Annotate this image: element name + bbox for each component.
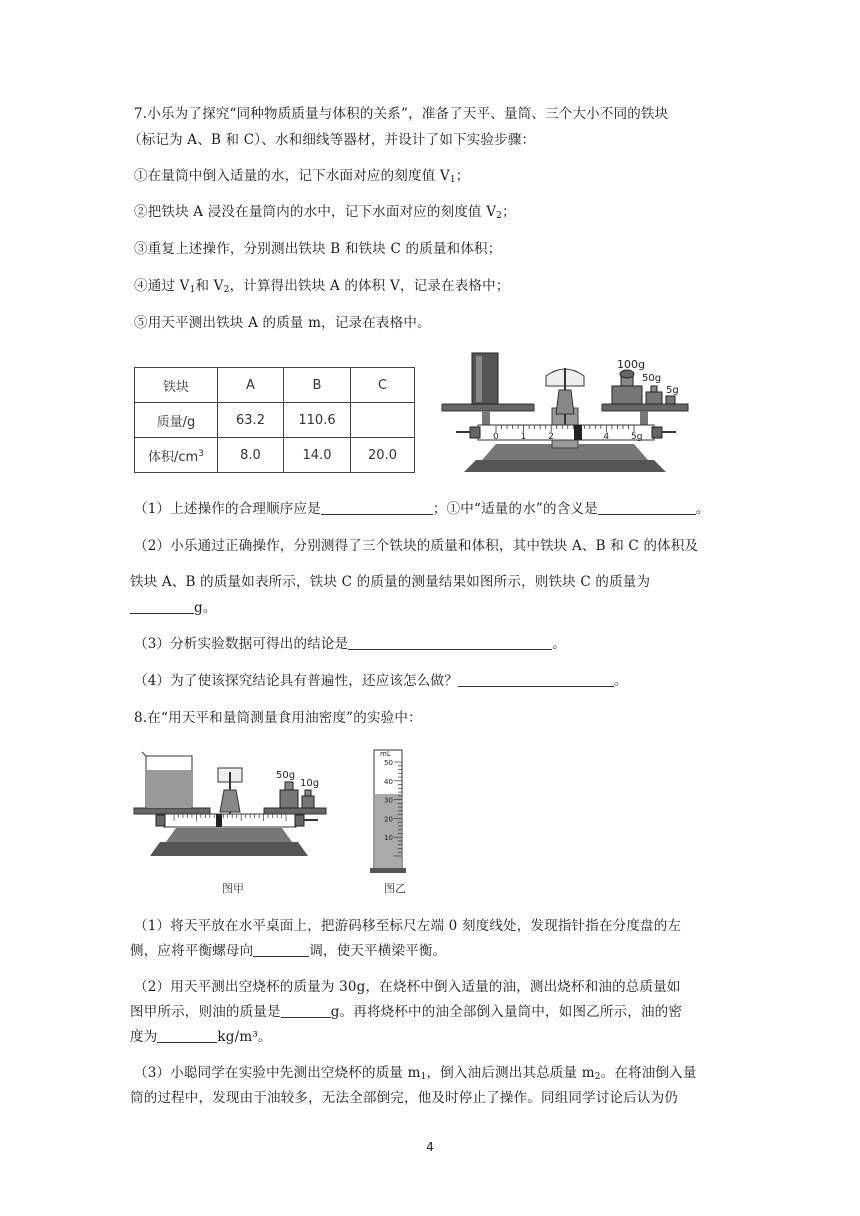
ruler-label: 2 — [548, 432, 554, 442]
table-cell — [351, 403, 415, 438]
q7-step3: ③重复上述操作，分别测出铁块 B 和铁块 C 的质量和体积； — [134, 241, 502, 257]
q7-part4: （4）为了使该探究结论具有普遍性，还应该怎么做？ 。 — [134, 673, 628, 689]
weight-label: 100g — [617, 358, 645, 371]
table-row — [135, 403, 415, 438]
q7-part2-line2: 铁块 A、B 的质量如表所示，铁块 C 的质量的测量结果如图所示，则铁块 C 的质量为 — [130, 574, 651, 590]
table-cell: 110.6 — [284, 403, 351, 438]
cylinder-label: 50 — [384, 759, 393, 767]
table-cell: 体积$/cm^3$ — [135, 438, 218, 473]
ruler-label: 0 — [493, 432, 499, 442]
rider — [574, 425, 582, 440]
table-row — [135, 368, 415, 403]
table-cell: 63.2 — [218, 403, 284, 438]
weight-label: 10g — [300, 778, 320, 789]
oil-in-cylinder — [375, 794, 401, 869]
balance-figure-a — [130, 746, 330, 874]
cylinder-unit: mL — [380, 750, 391, 758]
q7-step5: ⑤用天平测出铁块 A 的质量 m，记录在表格中。 — [134, 315, 431, 331]
right-pan — [264, 808, 326, 814]
q7-step4: ④通过 $V_1$和 $V_2$，计算得出铁块 A 的体积 V，记录在表格中； — [134, 278, 510, 295]
balance-nut-left — [470, 427, 480, 438]
right-pan — [602, 404, 688, 411]
q8-part2-line1: （2）用天平测出空烧杯的质量为 30g，在烧杯中倒入适量的油，测出烧杯和油的总质量如 — [134, 979, 681, 995]
cylinder-label: 10 — [384, 834, 393, 843]
rider — [216, 814, 222, 827]
beam-ruler — [478, 425, 654, 440]
table-cell: 20.0 — [351, 438, 415, 473]
balance-nut-right — [652, 427, 662, 438]
table-cell: B — [284, 368, 351, 403]
q7-part2-line1: （2）小乐通过正确操作，分别测得了三个铁块的质量和体积，其中铁块 A、B 和 C 的体积及 — [134, 538, 699, 554]
ruler-label: 1 — [520, 432, 527, 442]
q7-step1: ①在量筒中倒入适量的水，记下水面对应的刻度值 $V_1$； — [134, 168, 470, 185]
q8-part3-line1: （3）小聪同学在实验中先测出空烧杯的质量 $m_1$，倒入油后测出其总质量 $m_2$。在将油倒入量 — [134, 1065, 697, 1082]
ruler-label: 5g — [631, 432, 643, 442]
iron-block-c — [472, 353, 498, 404]
balance-nut-right — [295, 815, 304, 826]
balance-figure-q7 — [434, 348, 696, 476]
balance-nut-left — [156, 815, 165, 826]
weight-10g — [302, 796, 314, 808]
oil — [147, 770, 191, 807]
left-pan — [134, 808, 210, 814]
q7-part1: （1）上述操作的合理顺序应是 ；①中“适量的水”的含义是 。 — [134, 501, 710, 517]
table-cell: C — [351, 368, 415, 403]
weight-label: 5g — [666, 385, 679, 396]
figure-b-caption: 图乙 — [384, 882, 406, 895]
table-cell: 14.0 — [284, 438, 351, 473]
cylinder-label: 40 — [384, 777, 393, 786]
q8-part1-line2: 侧，应将平衡螺母向 调，使天平横梁平衡。 — [130, 943, 447, 959]
q8-part3-line2: 筒的过程中，发现由于油较多，无法全部倒完，他及时停止了操作。同组同学讨论后认为仍 — [130, 1090, 678, 1106]
q7-step2: ②把铁块 A 浸没在量筒内的水中，记下水面对应的刻度值 $V_2$； — [134, 204, 516, 221]
q8-part1-line1: （1）将天平放在水平桌面上，把游码移至标尺左端 0 刻度线处，发现指针指在分度盘的左 — [134, 918, 682, 934]
figure-a-caption: 图甲 — [222, 882, 244, 895]
q7-part2-line3: g。 — [130, 598, 217, 618]
iron-block-table — [134, 367, 415, 473]
graduated-cylinder — [366, 746, 426, 876]
weight-50g — [646, 392, 662, 404]
beam-ruler — [164, 814, 296, 827]
left-pan — [442, 404, 534, 411]
q7-line2: （标记为 A、B 和 C）、水和细线等器材，并设计了如下实验步骤： — [128, 132, 536, 148]
q8-part2-line3: 度为 kg/m³。 — [130, 1029, 272, 1045]
table-cell: 质量/g — [135, 403, 218, 438]
cylinder-label: 30 — [384, 796, 393, 805]
q7-line1: 7.小乐为了探究“同种物质质量与体积的关系”，准备了天平、量筒、三个大小不同的铁块 — [134, 106, 669, 122]
table-cell: 8.0 — [218, 438, 284, 473]
weight-label: 50g — [276, 770, 296, 781]
q8-part2-line2: 图甲所示，则油的质量是 g。再将烧杯中的油全部倒入量筒中，如图乙所示，油的密 — [130, 1004, 683, 1020]
balance-base — [150, 842, 308, 856]
page-number: 4 — [426, 1140, 434, 1154]
weight-50g — [280, 790, 298, 808]
weight-label: 50g — [642, 373, 662, 384]
q7-part3: （3）分析实验数据可得出的结论是 。 — [134, 636, 566, 652]
cylinder-label: 20 — [384, 815, 393, 824]
q8-title: 8.在“用天平和量筒测量食用油密度”的实验中： — [134, 710, 422, 726]
ruler-label: 4 — [603, 432, 610, 442]
table-cell: 铁块 — [135, 368, 218, 403]
table-cell: A — [218, 368, 284, 403]
balance-base — [464, 460, 666, 472]
table-row — [135, 438, 415, 473]
weight-100g — [612, 386, 642, 404]
weight-5g — [666, 396, 675, 404]
